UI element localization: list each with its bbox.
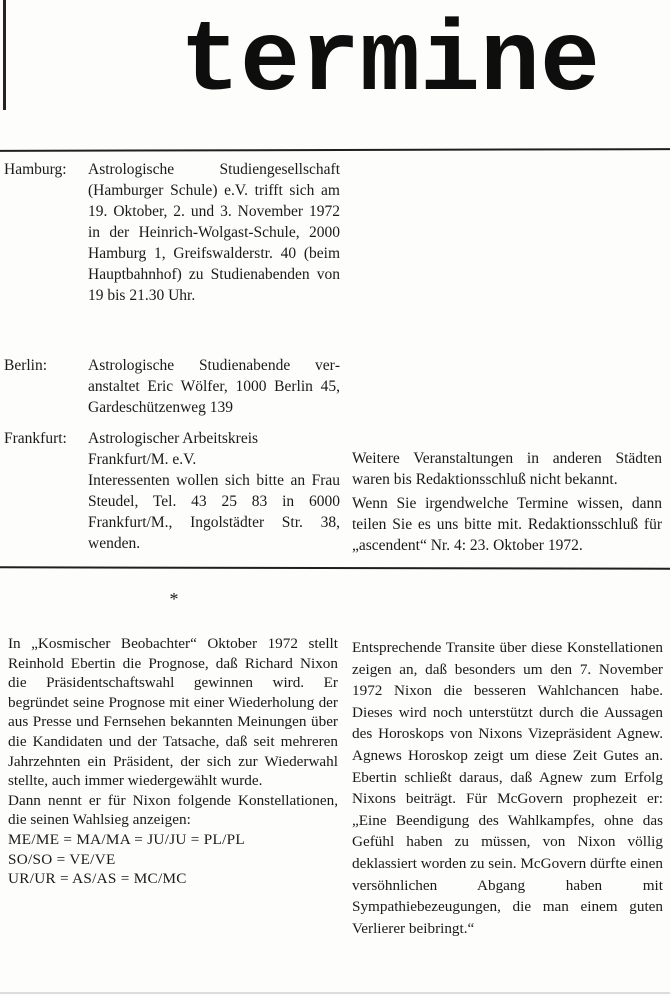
- bottom-scan-line: [0, 992, 670, 994]
- listing-city-label: Hamburg:: [4, 161, 67, 178]
- editorial-notices: [352, 448, 662, 559]
- article-column-right: [352, 637, 663, 939]
- listing-text: Astrologische Studiengesellschaft (Hamburger Schule) e.V. trifft sich am 19. Oktober, 2. und 3. November 1972 in der Heinrich-Wolgast-Schule, 2000 Hamburg 1, Greifswalderstr. 40 (beim Hauptbahnhof) zu Studienabenden von 19 bis 21.30 Uhr.: [88, 161, 340, 304]
- article-column-left: [8, 634, 338, 889]
- article-paragraph-transits: Entsprechende Transite über diese Konstellationen zeigen an, daß besonders um den 7. November 1972 Nixon die besseren Wahlchancen habe. Dieses wird noch unterstützt durch die Aussagen des Horoskops von Nixons Vizepräsident Agnew. Agnews Horoskop zeigt um diese Zeit Gutes an. Ebertin schließt daraus, daß Agnew zum Erfolg Nixons beiträgt. Für McGovern prophezeit er: „Eine Beendigung des Wahlkampfes, ohne das Gefühl haben zu müssen, von Nixon völlig deklassiert worden zu sein. McGovern dürfte einen versöhnlichen Abgang haben mit Sympathiebezeugungen, die man einem guten Verlierer beibringt.“: [352, 639, 663, 937]
- section-divider-asterisk: *: [169, 589, 179, 609]
- middle-divider-line: [0, 566, 670, 569]
- listing-city-label: Frankfurt:: [4, 430, 67, 447]
- listing-city-label: Berlin:: [4, 357, 48, 374]
- listing-text: Astrologische Studienabende veranstaltet Eric Wölfer, 1000 Berlin 45, Gardeschützenweg 139: [88, 357, 340, 416]
- listing-text: Astrologischer Arbeitskreis Frankfurt/M. e.V.: [88, 430, 259, 468]
- top-divider-line: [0, 148, 670, 152]
- constellation-formula: SO/SO = VE/VE: [8, 850, 116, 868]
- page-title: termine: [180, 7, 601, 120]
- listing-text-contact: Interessenten wollen sich bitte an Frau Steudel, Tel. 43 25 83 in 6000 Frankfurt/M., Ingolstädter Str. 38, wenden.: [88, 472, 340, 552]
- constellation-formula: UR/UR = AS/AS = MC/MC: [8, 870, 187, 888]
- constellation-formula: ME/ME = MA/MA = JU/JU = PL/PL: [8, 830, 245, 848]
- article-paragraph-constellations-intro: Dann nennt er für Nixon folgende Konstellationen, die seinen Wahlsieg anzeigen:: [8, 791, 338, 829]
- notice-other-cities: Weitere Veranstaltungen in anderen Städten waren bis Redaktionsschluß nicht bekannt.: [352, 450, 662, 488]
- notice-deadline: Wenn Sie irgendwelche Termine wissen, dann teilen Sie es uns bitte mit. Redaktionsschluß für „ascendent“ Nr. 4: 23. Oktober 1972.: [352, 495, 662, 554]
- article-paragraph-prognosis: In „Kosmischer Beobachter“ Oktober 1972 stellt Reinhold Ebertin die Prognose, daß Richard Nixon die Präsidentschaftswahl gewinnen wird. Er begründet seine Prognose mit einer Wiederholung der aus Presse und Fernsehen bekannten Meinungen über die Kandidaten und der Tatsache, daß seit mehreren Jahrzehnten ein Präsident, der sich zur Wiederwahl stellte, auch immer wiedergewählt wurde.: [8, 635, 338, 790]
- scan-edge-mark: [3, 0, 6, 110]
